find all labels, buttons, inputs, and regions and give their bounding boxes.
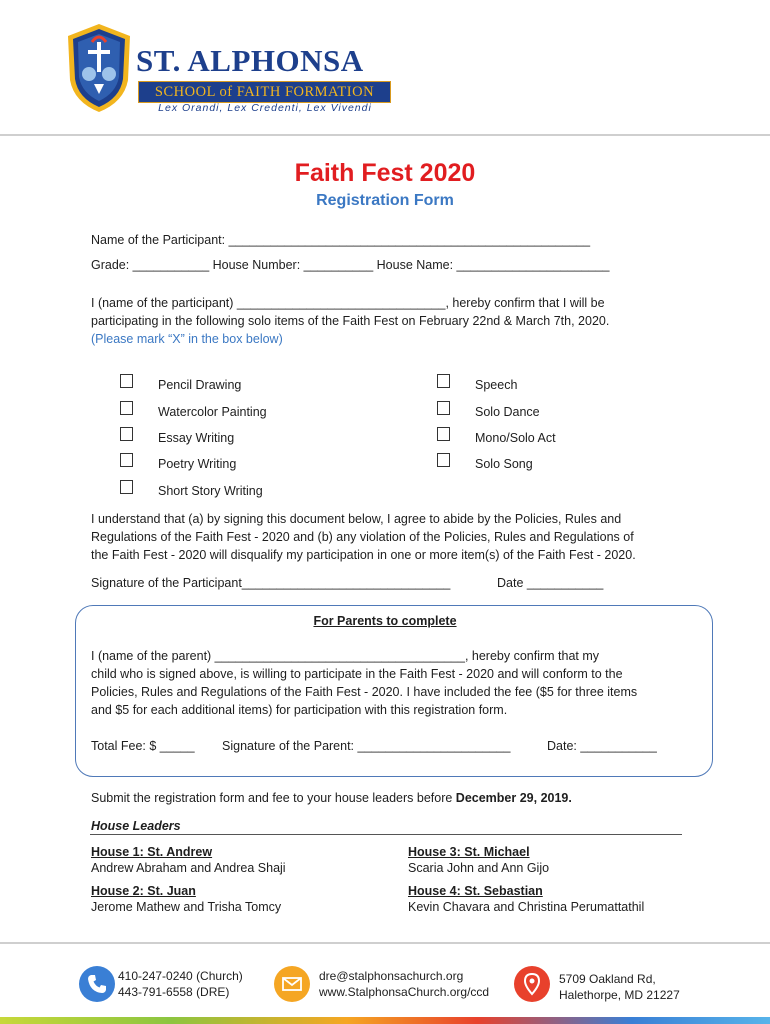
checkbox-essay-writing[interactable] <box>120 427 133 441</box>
house-4-name: House 4: St. Sebastian <box>408 884 543 898</box>
checkbox-watercolor-painting[interactable] <box>120 401 133 415</box>
school-shield-logo <box>66 22 132 114</box>
form-title: Faith Fest 2020 <box>294 159 476 187</box>
footer-divider <box>0 942 770 944</box>
house-1-leaders: Andrew Abraham and Andrea Shaji <box>91 861 286 875</box>
email-address[interactable]: dre@stalphonsachurch.org <box>319 969 464 983</box>
confirm-line-1: I (name of the participant) ______________________________, hereby confirm that I will be <box>91 296 605 310</box>
parents-heading: For Parents to complete <box>313 614 457 628</box>
house-4-leaders: Kevin Chavara and Christina Perumattathil <box>408 900 645 914</box>
location-pin-icon <box>514 966 550 1002</box>
participant-signature-field[interactable]: Signature of the Participant______________________________ <box>91 576 451 590</box>
mark-instruction: (Please mark “X” in the box below) <box>91 332 283 346</box>
checkbox-solo-song[interactable] <box>437 453 450 467</box>
parent-line-2: child who is signed above, is willing to participate in the Faith Fest - 2020 and will conform to the <box>91 667 623 681</box>
item-label: Solo Song <box>475 457 533 471</box>
phone-icon <box>79 966 115 1002</box>
item-label: Mono/Solo Act <box>475 431 556 445</box>
house-2-name: House 2: St. Juan <box>91 884 196 898</box>
submit-deadline: December 29, 2019. <box>455 791 572 805</box>
house-3-leaders: Scaria John and Ann Gijo <box>408 861 550 875</box>
house-3-name: House 3: St. Michael <box>408 845 530 859</box>
checkbox-mono-solo-act[interactable] <box>437 427 450 441</box>
parent-line-1[interactable]: I (name of the parent) ____________________________________, hereby confirm that my <box>91 649 600 663</box>
header-divider <box>0 134 770 136</box>
address-line-2: Halethorpe, MD 21227 <box>559 988 680 1002</box>
agreement-line-1: I understand that (a) by signing this document below, I agree to abide by the Policies, Rules and <box>91 512 622 526</box>
house-2-leaders: Jerome Mathew and Trisha Tomcy <box>91 900 282 914</box>
parent-line-4: and $5 for each additional items) for participation with this registration form. <box>91 703 508 717</box>
confirm-line-2: participating in the following solo items of the Faith Fest on February 22nd & March 7th, 2020. <box>91 314 610 328</box>
phone-church[interactable]: 410-247-0240 (Church) <box>118 969 243 983</box>
checkbox-solo-dance[interactable] <box>437 401 450 415</box>
participant-name-field[interactable]: Name of the Participant: ____________________________________________________ <box>91 233 591 247</box>
house-leaders-heading: House Leaders <box>91 819 181 833</box>
checkbox-speech[interactable] <box>437 374 450 388</box>
checkbox-pencil-drawing[interactable] <box>120 374 133 388</box>
form-subtitle: Registration Form <box>316 192 454 209</box>
address-line-1: 5709 Oakland Rd, <box>559 972 656 986</box>
participant-date-field[interactable]: Date ___________ <box>497 576 604 590</box>
house-1-name: House 1: St. Andrew <box>91 845 213 859</box>
checkbox-poetry-writing[interactable] <box>120 453 133 467</box>
item-label: Solo Dance <box>475 405 540 419</box>
item-label: Essay Writing <box>158 431 235 445</box>
website-url[interactable]: www.StalphonsaChurch.org/ccd <box>319 985 490 999</box>
submit-text: Submit the registration form and fee to your house leaders before <box>91 791 456 805</box>
grade-house-row[interactable]: Grade: ___________ House Number: __________ House Name: ______________________ <box>91 258 610 272</box>
total-fee-field[interactable]: Total Fee: $ _____ <box>91 739 195 753</box>
parent-signature-field[interactable]: Signature of the Parent: ______________________ <box>222 739 511 753</box>
submit-instruction <box>91 789 572 807</box>
school-subtitle: SCHOOL of FAITH FORMATION <box>138 81 391 103</box>
item-label: Pencil Drawing <box>158 378 242 392</box>
item-label: Speech <box>475 378 518 392</box>
parent-line-3: Policies, Rules and Regulations of the Faith Fest - 2020. I have included the fee ($5 for three items <box>91 685 638 699</box>
item-label: Short Story Writing <box>158 484 263 498</box>
school-motto: Lex Orandi, Lex Credenti, Lex Vivendi <box>158 102 372 114</box>
parent-date-field[interactable]: Date: ___________ <box>547 739 657 753</box>
checkbox-short-story-writing[interactable] <box>120 480 133 494</box>
email-icon <box>274 966 310 1002</box>
phone-dre[interactable]: 443-791-6558 (DRE) <box>118 985 230 999</box>
item-label: Watercolor Painting <box>158 405 267 419</box>
footer-color-bar <box>0 1017 770 1024</box>
agreement-line-2: Regulations of the Faith Fest - 2020 and (b) any violation of the Policies, Rules and Regulations of <box>91 530 634 544</box>
agreement-line-3: the Faith Fest - 2020 will disqualify my participation in one or more item(s) of the Faith Fest - 2020. <box>91 548 636 562</box>
school-name: ST. ALPHONSA <box>136 43 364 78</box>
item-label: Poetry Writing <box>158 457 237 471</box>
house-leaders-rule <box>90 834 682 835</box>
